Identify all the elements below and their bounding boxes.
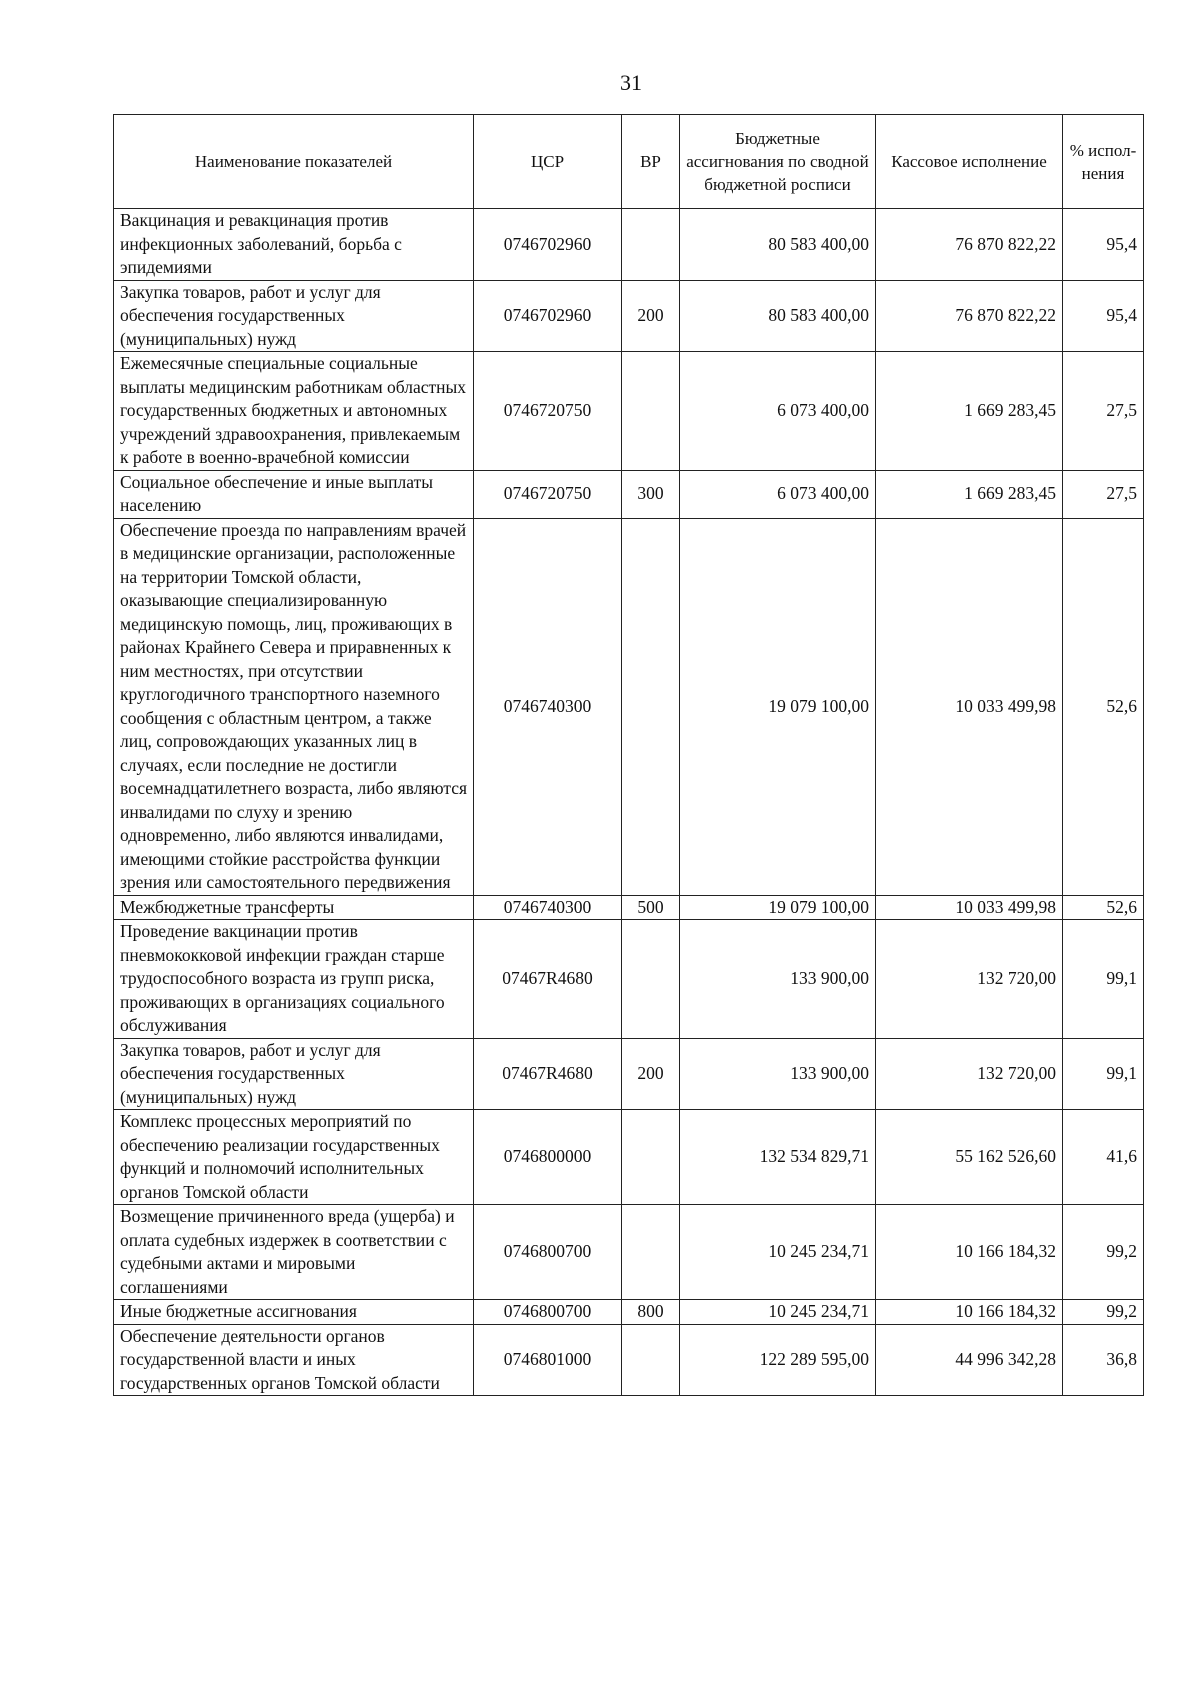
table-row xyxy=(114,1110,1144,1205)
row-percent: 99,1 xyxy=(1063,1038,1144,1110)
row-vr xyxy=(622,920,680,1039)
header-name: Наименование показателей xyxy=(114,115,474,209)
row-cash: 10 033 499,98 xyxy=(876,518,1063,895)
row-percent: 52,6 xyxy=(1063,518,1144,895)
row-vr xyxy=(622,1205,680,1300)
row-budget: 133 900,00 xyxy=(680,920,876,1039)
row-percent: 41,6 xyxy=(1063,1110,1144,1205)
row-vr xyxy=(622,1110,680,1205)
row-percent: 52,6 xyxy=(1063,895,1144,920)
row-budget: 6 073 400,00 xyxy=(680,352,876,471)
row-name: Обеспечение проезда по направлениям врачей в медицинские организации, расположенные на территории Томской области, оказывающие специализированную медицинскую помощь, лиц, проживающих в районах Крайнего Севера и приравненных к ним местностях, при отсутствии круглогодичного транспортного наземного сообщения с областным центром, а также лиц, сопровождающих указанных лиц в случаях, если последние не достигли восемнадцатилетнего возраста, либо являются инвалидами по слуху и зрению одновременно, либо являются инвалидами, имеющими стойкие расстройства функции зрения или самостоятельного передвижения xyxy=(114,518,474,895)
table-row xyxy=(114,1324,1144,1396)
row-percent: 27,5 xyxy=(1063,352,1144,471)
row-budget: 6 073 400,00 xyxy=(680,470,876,518)
row-csr: 0746740300 xyxy=(474,518,622,895)
row-vr: 800 xyxy=(622,1300,680,1325)
row-name: Комплекс процессных мероприятий по обеспечению реализации государственных функций и полномочий исполнительных органов Томской области xyxy=(114,1110,474,1205)
table-row xyxy=(114,280,1144,352)
row-name: Закупка товаров, работ и услуг для обеспечения государственных (муниципальных) нужд xyxy=(114,280,474,352)
table-row xyxy=(114,920,1144,1039)
row-vr: 300 xyxy=(622,470,680,518)
budget-execution-table xyxy=(113,114,1144,1396)
row-cash: 44 996 342,28 xyxy=(876,1324,1063,1396)
row-cash: 76 870 822,22 xyxy=(876,209,1063,281)
row-csr: 0746800000 xyxy=(474,1110,622,1205)
row-cash: 10 166 184,32 xyxy=(876,1205,1063,1300)
row-percent: 27,5 xyxy=(1063,470,1144,518)
page-number: 31 xyxy=(620,70,642,95)
row-budget: 132 534 829,71 xyxy=(680,1110,876,1205)
row-csr: 07467R4680 xyxy=(474,920,622,1039)
row-csr: 0746702960 xyxy=(474,209,622,281)
row-csr: 0746740300 xyxy=(474,895,622,920)
table-row xyxy=(114,209,1144,281)
row-name: Закупка товаров, работ и услуг для обеспечения государственных (муниципальных) нужд xyxy=(114,1038,474,1110)
row-cash: 1 669 283,45 xyxy=(876,352,1063,471)
row-csr: 0746720750 xyxy=(474,470,622,518)
row-percent: 99,1 xyxy=(1063,920,1144,1039)
row-vr: 200 xyxy=(622,280,680,352)
row-cash: 132 720,00 xyxy=(876,1038,1063,1110)
row-percent: 99,2 xyxy=(1063,1205,1144,1300)
row-vr: 200 xyxy=(622,1038,680,1110)
row-percent: 36,8 xyxy=(1063,1324,1144,1396)
header-csr: ЦСР xyxy=(474,115,622,209)
row-csr: 0746800700 xyxy=(474,1300,622,1325)
row-vr xyxy=(622,209,680,281)
header-percent: % испол-нения xyxy=(1063,115,1144,209)
row-cash: 132 720,00 xyxy=(876,920,1063,1039)
row-name: Обеспечение деятельности органов государственной власти и иных государственных органов Томской области xyxy=(114,1324,474,1396)
row-name: Ежемесячные специальные социальные выплаты медицинским работникам областных государственных бюджетных и автономных учреждений здравоохранения, привлекаемым к работе в военно-врачебной комиссии xyxy=(114,352,474,471)
row-percent: 95,4 xyxy=(1063,280,1144,352)
row-csr: 0746702960 xyxy=(474,280,622,352)
row-vr xyxy=(622,352,680,471)
row-budget: 80 583 400,00 xyxy=(680,209,876,281)
row-vr: 500 xyxy=(622,895,680,920)
row-budget: 133 900,00 xyxy=(680,1038,876,1110)
row-budget: 19 079 100,00 xyxy=(680,895,876,920)
header-vr: ВР xyxy=(622,115,680,209)
row-vr xyxy=(622,518,680,895)
table-row xyxy=(114,1038,1144,1110)
row-cash: 1 669 283,45 xyxy=(876,470,1063,518)
table-row xyxy=(114,1300,1144,1325)
row-name: Вакцинация и ревакцинация против инфекционных заболеваний, борьба с эпидемиями xyxy=(114,209,474,281)
table-row xyxy=(114,1205,1144,1300)
row-budget: 80 583 400,00 xyxy=(680,280,876,352)
header-cash: Кассовое исполнение xyxy=(876,115,1063,209)
table-header-row xyxy=(114,115,1144,209)
table-row xyxy=(114,518,1144,895)
row-percent: 99,2 xyxy=(1063,1300,1144,1325)
row-vr xyxy=(622,1324,680,1396)
row-cash: 55 162 526,60 xyxy=(876,1110,1063,1205)
row-csr: 0746801000 xyxy=(474,1324,622,1396)
row-name: Межбюджетные трансферты xyxy=(114,895,474,920)
row-cash: 76 870 822,22 xyxy=(876,280,1063,352)
table-row xyxy=(114,895,1144,920)
row-budget: 10 245 234,71 xyxy=(680,1300,876,1325)
row-budget: 122 289 595,00 xyxy=(680,1324,876,1396)
row-name: Иные бюджетные ассигнования xyxy=(114,1300,474,1325)
row-name: Социальное обеспечение и иные выплаты населению xyxy=(114,470,474,518)
row-cash: 10 166 184,32 xyxy=(876,1300,1063,1325)
row-name: Возмещение причиненного вреда (ущерба) и оплата судебных издержек в соответствии с судебными актами и мировыми соглашениями xyxy=(114,1205,474,1300)
header-budget: Бюджетные ассигнования по сводной бюджетной росписи xyxy=(680,115,876,209)
row-csr: 0746800700 xyxy=(474,1205,622,1300)
table-row xyxy=(114,352,1144,471)
row-name: Проведение вакцинации против пневмококковой инфекции граждан старше трудоспособного возраста из групп риска, проживающих в организациях социального обслуживания xyxy=(114,920,474,1039)
row-cash: 10 033 499,98 xyxy=(876,895,1063,920)
row-budget: 19 079 100,00 xyxy=(680,518,876,895)
row-csr: 07467R4680 xyxy=(474,1038,622,1110)
table-row xyxy=(114,470,1144,518)
row-percent: 95,4 xyxy=(1063,209,1144,281)
row-budget: 10 245 234,71 xyxy=(680,1205,876,1300)
row-csr: 0746720750 xyxy=(474,352,622,471)
